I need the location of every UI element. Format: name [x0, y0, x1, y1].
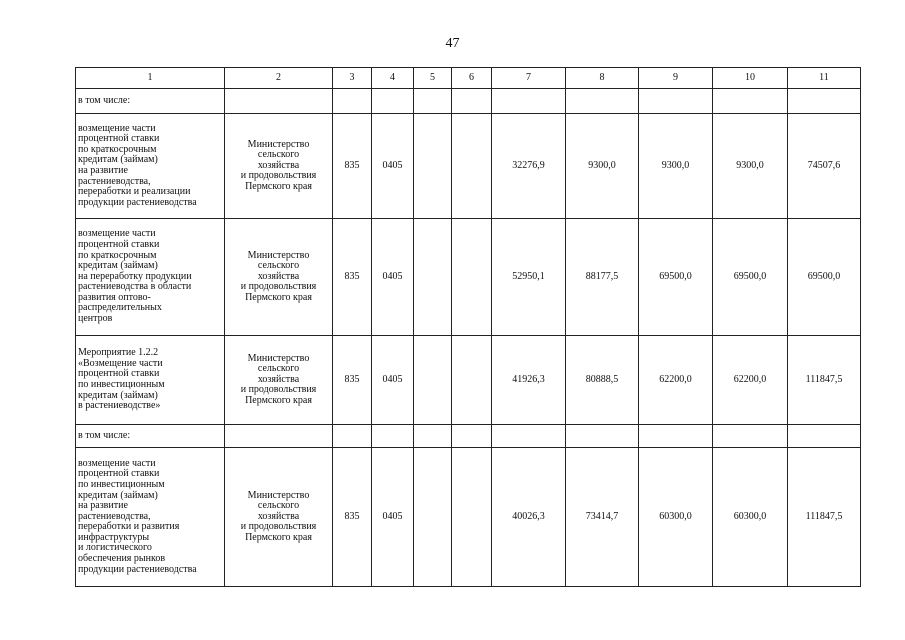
header-cell: 7	[492, 68, 566, 89]
description-line: кредитам (займам)	[78, 154, 158, 166]
value-cell-6	[452, 448, 492, 587]
value-cell-6	[452, 336, 492, 425]
empty-cell	[639, 425, 713, 448]
header-cell: 5	[414, 68, 452, 89]
description-line: на развитие	[78, 165, 128, 176]
table-row	[76, 448, 861, 587]
row-description	[76, 448, 225, 587]
org-line: и продовольствия	[240, 170, 317, 182]
table-body	[76, 89, 861, 587]
empty-cell	[492, 89, 566, 114]
value-cell-11: 69500,0	[788, 219, 861, 336]
description-line: и логистического	[78, 542, 152, 554]
org-line: сельского	[257, 363, 300, 375]
value-cell-7: 52950,1	[492, 219, 566, 336]
table-row	[76, 219, 861, 336]
value-cell-8: 88177,5	[566, 219, 639, 336]
table-row	[76, 336, 861, 425]
org-line: Министерство	[247, 249, 310, 261]
header-cell: 9	[639, 68, 713, 89]
description-line: по краткосрочным	[78, 143, 157, 155]
empty-cell	[492, 425, 566, 448]
header-cell: 11	[788, 68, 861, 89]
responsible-org	[225, 114, 333, 219]
header-row	[76, 68, 861, 89]
budget-table	[75, 67, 861, 587]
description-line: возмещение части	[78, 457, 156, 469]
value-cell-7: 40026,3	[492, 448, 566, 587]
description-line: процентной ставки	[78, 238, 160, 250]
description-line: на развитие	[78, 500, 128, 512]
org-line: Пермского края	[245, 291, 312, 303]
org-line: сельского	[257, 149, 300, 161]
empty-cell	[788, 89, 861, 114]
description-line: на переработку продукции	[78, 270, 192, 282]
description-line: по краткосрочным	[78, 249, 157, 261]
value-cell-9: 62200,0	[639, 336, 713, 425]
subheader-row	[76, 425, 861, 448]
empty-cell	[372, 425, 414, 448]
empty-cell	[788, 425, 861, 448]
org-line: и продовольствия	[240, 521, 317, 533]
description-line: процентной ставки	[78, 468, 160, 480]
description-line: развития оптово-	[78, 291, 151, 303]
empty-cell	[333, 425, 372, 448]
value-cell-6	[452, 114, 492, 219]
value-cell-5	[414, 448, 452, 587]
table-row	[76, 114, 861, 219]
value-cell-5	[414, 336, 452, 425]
value-cell-10: 69500,0	[713, 219, 788, 336]
description-line: Мероприятие 1.2.2	[78, 347, 159, 359]
empty-cell	[225, 425, 333, 448]
responsible-org	[225, 336, 333, 425]
value-cell-3: 835	[333, 336, 372, 425]
org-line: и продовольствия	[240, 281, 317, 293]
value-cell-3: 835	[333, 219, 372, 336]
empty-cell	[713, 89, 788, 114]
value-cell-3: 835	[333, 448, 372, 587]
header-cell: 1	[76, 68, 225, 89]
value-cell-10: 62200,0	[713, 336, 788, 425]
org-line: хозяйства	[257, 510, 300, 522]
description-line: по инвестиционным	[78, 478, 165, 490]
page-number: 47	[445, 36, 460, 51]
org-line: Министерство	[247, 138, 310, 150]
empty-cell	[372, 89, 414, 114]
org-line: хозяйства	[257, 159, 300, 171]
value-cell-8: 80888,5	[566, 336, 639, 425]
empty-cell	[639, 89, 713, 114]
value-cell-7: 32276,9	[492, 114, 566, 219]
org-line: сельского	[257, 260, 300, 272]
value-cell-10: 60300,0	[713, 448, 788, 587]
empty-cell	[452, 89, 492, 114]
org-line: хозяйства	[257, 373, 300, 385]
value-cell-9: 9300,0	[639, 114, 713, 219]
org-line: сельского	[257, 500, 300, 512]
value-cell-3: 835	[333, 114, 372, 219]
description-line: продукции растениеводства	[78, 196, 197, 208]
empty-cell	[452, 425, 492, 448]
row-description	[76, 114, 225, 219]
org-line: Пермского края	[245, 180, 312, 192]
description-line: процентной ставки	[78, 133, 160, 145]
header-cell: 10	[713, 68, 788, 89]
description-line: растениеводства,	[78, 510, 151, 522]
value-cell-8: 9300,0	[566, 114, 639, 219]
description-line: кредитам (займам)	[78, 260, 158, 272]
empty-cell	[713, 425, 788, 448]
description-line: по инвестиционным	[78, 379, 165, 390]
value-cell-9: 69500,0	[639, 219, 713, 336]
header-cell: 6	[452, 68, 492, 89]
org-line: Министерство	[247, 352, 310, 364]
value-cell-5	[414, 114, 452, 219]
description-line: обеспечения рынков	[78, 553, 166, 565]
value-cell-6	[452, 219, 492, 336]
value-cell-11: 111847,5	[788, 448, 861, 587]
responsible-org	[225, 448, 333, 587]
org-line: Министерство	[247, 489, 310, 501]
value-cell-11: 74507,6	[788, 114, 861, 219]
subheader-row	[76, 89, 861, 114]
header-cell: 8	[566, 68, 639, 89]
empty-cell	[414, 425, 452, 448]
header-cell: 2	[225, 68, 333, 89]
value-cell-4: 0405	[372, 219, 414, 336]
description-line: распределительных	[78, 302, 162, 314]
responsible-org	[225, 219, 333, 336]
description-line: переработки и реализации	[78, 186, 191, 198]
description-line: в растениеводстве»	[78, 400, 161, 412]
empty-cell	[566, 89, 639, 114]
empty-cell	[566, 425, 639, 448]
row-description	[76, 219, 225, 336]
header-cell: 4	[372, 68, 414, 89]
description-line: процентной ставки	[78, 368, 160, 380]
value-cell-7: 41926,3	[492, 336, 566, 425]
org-line: Пермского края	[245, 531, 312, 543]
description-line: растениеводства,	[78, 175, 151, 187]
description-line: возмещение части	[78, 228, 156, 240]
value-cell-11: 111847,5	[788, 336, 861, 425]
empty-cell	[414, 89, 452, 114]
org-line: и продовольствия	[240, 384, 317, 396]
value-cell-4: 0405	[372, 336, 414, 425]
header-cell: 3	[333, 68, 372, 89]
empty-cell	[225, 89, 333, 114]
value-cell-4: 0405	[372, 448, 414, 587]
org-line: хозяйства	[257, 270, 300, 282]
description-line: кредитам (займам)	[78, 489, 158, 501]
description-line: возмещение части	[78, 122, 156, 134]
description-line: растениеводства в области	[78, 281, 192, 293]
description-line: инфраструктуры	[78, 531, 150, 543]
row-description	[76, 336, 225, 425]
subheader-label: в том числе:	[76, 425, 225, 448]
description-line: продукции растениеводства	[78, 563, 197, 575]
org-line: Пермского края	[245, 394, 312, 406]
description-line: центров	[78, 313, 113, 325]
value-cell-9: 60300,0	[639, 448, 713, 587]
value-cell-10: 9300,0	[713, 114, 788, 219]
description-line: «Возмещение части	[78, 357, 163, 369]
description-line: переработки и развития	[78, 521, 180, 533]
value-cell-8: 73414,7	[566, 448, 639, 587]
subheader-label: в том числе:	[76, 89, 225, 114]
value-cell-4: 0405	[372, 114, 414, 219]
empty-cell	[333, 89, 372, 114]
value-cell-5	[414, 219, 452, 336]
description-line: кредитам (займам)	[78, 389, 158, 401]
